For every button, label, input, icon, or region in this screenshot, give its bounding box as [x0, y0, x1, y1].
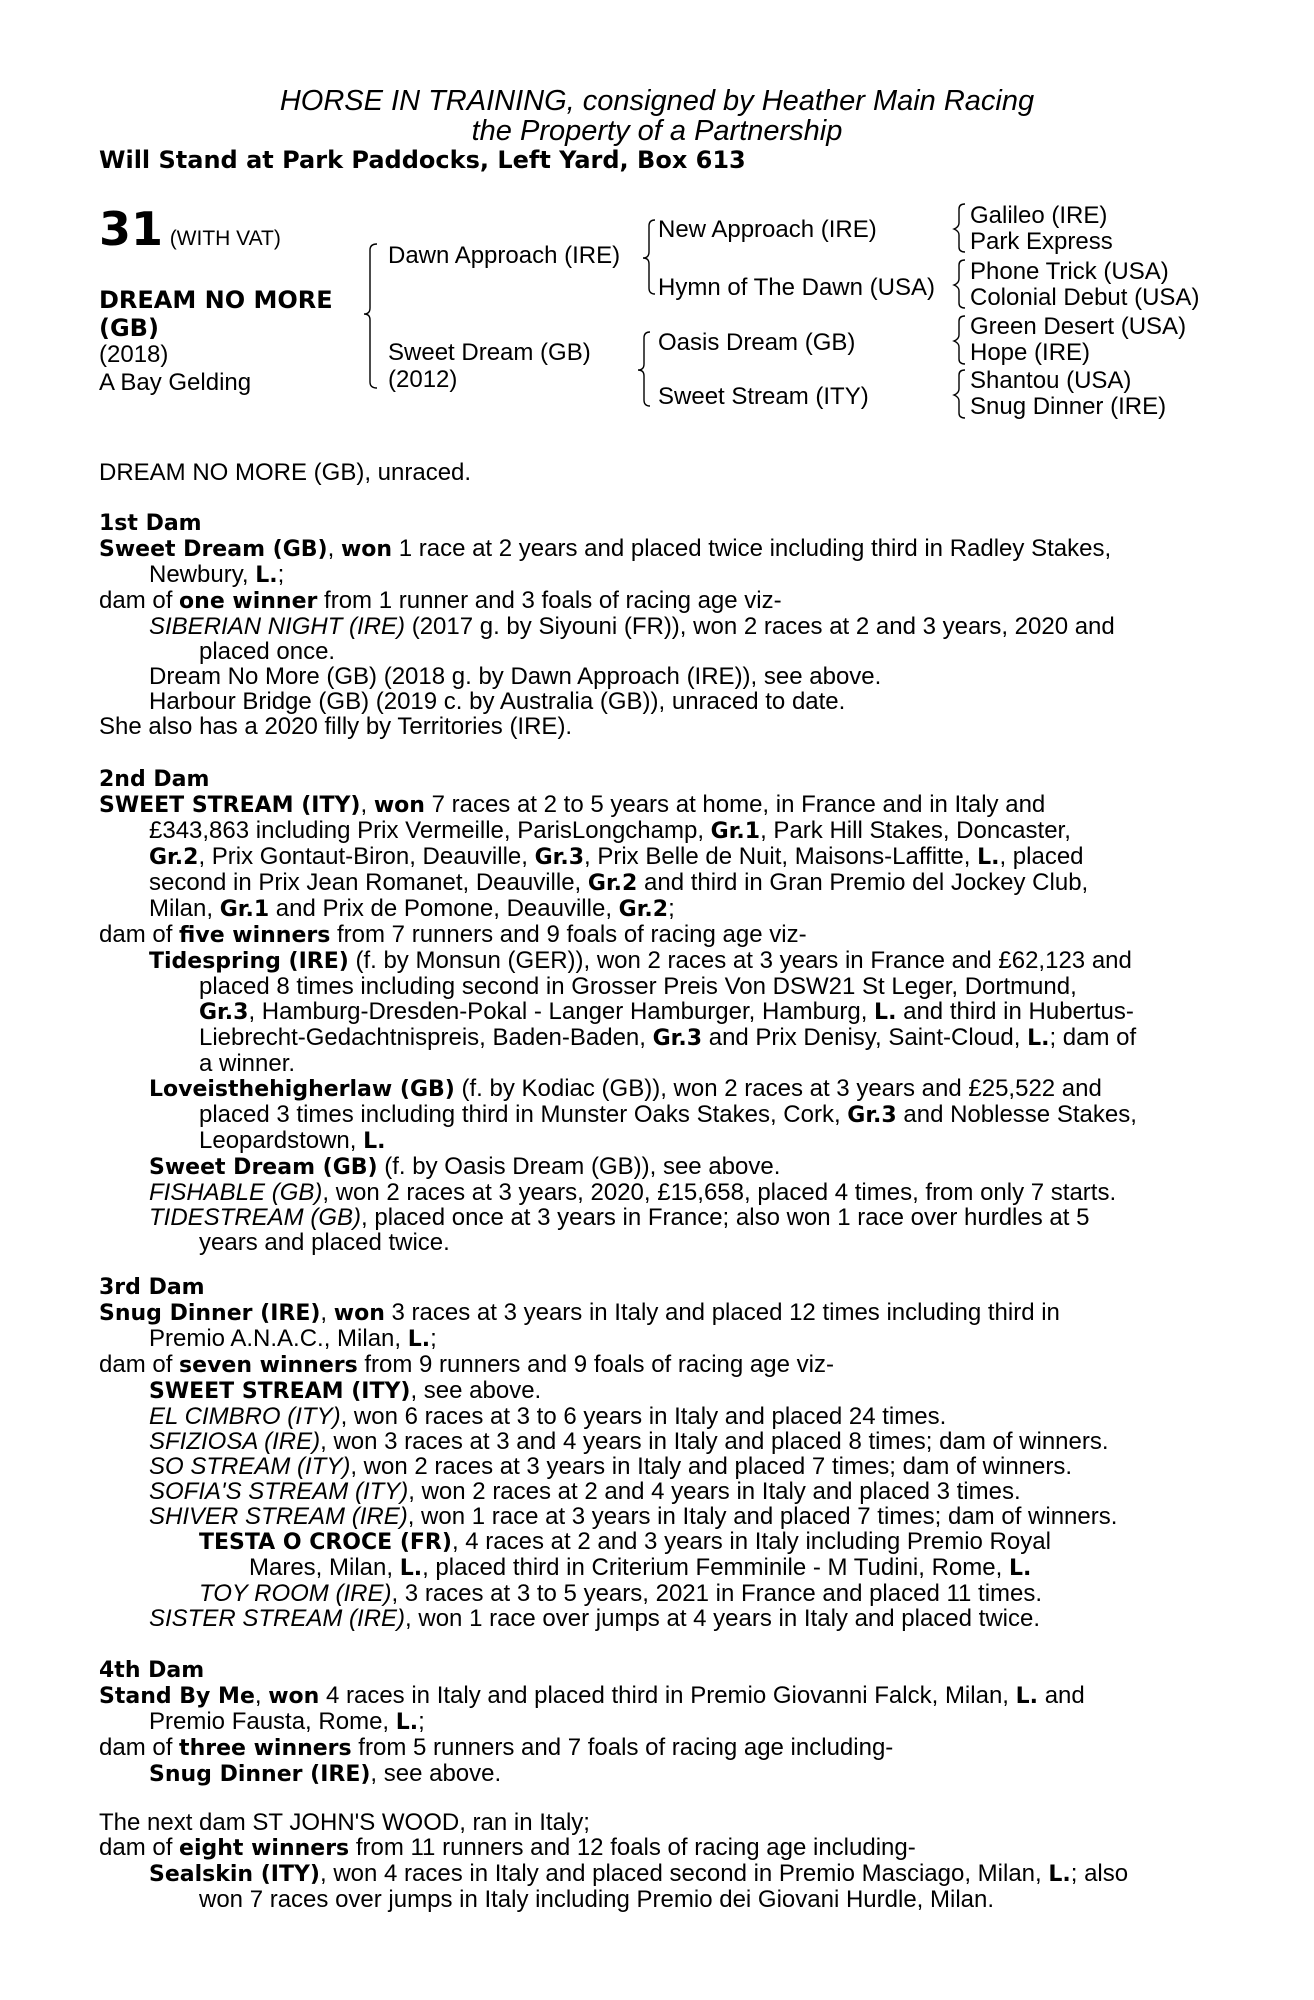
dam4-text: Premio Fausta, Rome,: [149, 1708, 396, 1735]
produce-text: ; also: [1070, 1860, 1129, 1887]
pedigree-dam: Sweet Dream (GB): [388, 339, 591, 366]
dam3-text: Premio A.N.A.C., Milan,: [149, 1325, 408, 1352]
dam3-produce-shiver-stream: [99, 1504, 1191, 1529]
dam2-produce-sweet-dream: [99, 1154, 1191, 1180]
group-mark: Gr.2: [149, 845, 199, 870]
produce-name: SO STREAM (ITY): [149, 1453, 351, 1480]
dam3-produce-sfiziosa: [99, 1429, 1191, 1454]
dam3-text: ;: [430, 1325, 437, 1352]
dam4-text: 4 races in Italy and placed third in Premio Giovanni Falck, Milan,: [319, 1682, 1016, 1709]
dam1-text: 1 race at 2 years and placed twice including third in Radley Stakes,: [392, 535, 1112, 562]
produce-name: Snug Dinner (IRE): [149, 1762, 371, 1787]
dam4-text: dam of: [99, 1734, 180, 1761]
produce-text: (2017 g. by Siyouni (FR)), won 2 races at 2 and 3 years, 2020 and: [405, 613, 1115, 640]
section-next-dam: [99, 1810, 1191, 1912]
dam3-produce-line: [99, 1352, 1191, 1378]
dam2-text: and third in Gran Premio del Jockey Club,: [637, 869, 1089, 896]
dam2-winners: five winners: [179, 923, 331, 948]
pedigree-bracket-sire: [645, 218, 659, 298]
dam1-produce-2: Dream No More (GB) (2018 g. by Dawn Approach (IRE)), see above.: [149, 663, 882, 690]
dam1-text: from 1 runner and 3 foals of racing age viz-: [317, 587, 782, 614]
dam2-produce-tidespring: [99, 948, 1191, 974]
dam1-produce-1: [99, 614, 1191, 639]
listed-mark: L.: [1048, 1862, 1071, 1887]
produce-text: (f. by Oasis Dream (GB)), see above.: [377, 1153, 781, 1180]
produce-text: and third in Hubertus-: [896, 998, 1134, 1025]
dam1-produce-line: [99, 588, 1191, 614]
pedigree-bracket-dam: [640, 330, 654, 410]
dam4-text: ;: [418, 1708, 425, 1735]
listed-mark: L.: [977, 845, 1000, 870]
produce-text: ; dam of: [1049, 1024, 1137, 1051]
produce-name: Sealskin (ITY): [149, 1862, 320, 1887]
group-mark: Gr.2: [587, 871, 638, 896]
pedigree-dds: Shantou (USA): [970, 367, 1132, 394]
group-mark: Gr.3: [652, 1026, 703, 1051]
dam2-summary: SWEET STREAM (ITY), won 7 races at 2 to 5 years at home, in France and in Italy and: [99, 791, 1046, 818]
dam3-grandproduce-testa-o-croce: [99, 1529, 1191, 1555]
pedigree-dam-sire: Oasis Dream (GB): [658, 329, 856, 356]
produce-text: , won 2 races at 2 and 4 years in Italy and placed 3 times.: [408, 1478, 1021, 1505]
produce-name: TOY ROOM (IRE): [199, 1580, 392, 1607]
pedigree-sire: Dawn Approach (IRE): [388, 242, 621, 269]
produce-name: SWEET STREAM (ITY): [149, 1379, 411, 1404]
produce-text: , placed once at 3 years in France; also won 1 race over hurdles at 5: [361, 1204, 1090, 1231]
dam2-name: SWEET STREAM (ITY): [99, 793, 361, 818]
section-3rd-dam: [99, 1300, 1191, 1631]
dam1-text: ;: [277, 561, 285, 588]
listed-mark: L.: [874, 1000, 897, 1025]
dam3-name: Snug Dinner (IRE): [99, 1301, 321, 1326]
dam2-text: ;: [668, 895, 675, 922]
dam2-summary-cont: [99, 870, 1191, 896]
produce-cont: [99, 999, 1191, 1025]
group-mark: Gr.3: [199, 1000, 249, 1025]
next-winners: eight winners: [179, 1836, 350, 1861]
dam4-won: won: [268, 1684, 320, 1709]
produce-text: , won 6 races at 3 to 6 years in Italy and placed 24 times.: [340, 1403, 947, 1430]
dam1-winners: one winner: [179, 589, 318, 614]
produce-cont: placed 8 times including second in Grosser Preis Von DSW21 St Leger, Dortmund,: [199, 973, 1077, 1000]
pedigree-ddd: Snug Dinner (IRE): [970, 393, 1167, 420]
produce-name: SHIVER STREAM (IRE): [149, 1503, 408, 1530]
section-heading-3rd-dam: 3rd Dam: [99, 1275, 205, 1300]
pedigree-sss: Galileo (IRE): [970, 202, 1108, 229]
produce-text: , 3 races at 3 to 5 years, 2021 in France and placed 11 times.: [391, 1580, 1043, 1607]
dam3-grandproduce-toy-room: [99, 1581, 1191, 1606]
produce-name: TIDESTREAM (GB): [149, 1204, 362, 1231]
dam4-name: Stand By Me: [99, 1684, 255, 1709]
pedigree-dsd: Hope (IRE): [970, 339, 1091, 366]
produce-text: , won 1 race at 3 years in Italy and placed 7 times; dam of winners.: [407, 1503, 1118, 1530]
listed-mark: L.: [395, 1710, 419, 1735]
header-line-1: HORSE IN TRAINING, consigned by Heather Main Racing: [279, 85, 1035, 117]
dam2-text: dam of: [99, 921, 180, 948]
dam3-produce-sofias-stream: [99, 1479, 1191, 1504]
dam2-produce-tidestream: [99, 1205, 1191, 1230]
dam1-produce-3: Harbour Bridge (GB) (2019 c. by Australia (GB)), unraced to date.: [149, 688, 846, 715]
dam2-text: £343,863 including Prix Vermeille, ParisLongchamp,: [149, 817, 711, 844]
dam2-produce-loveisthehigherlaw: [99, 1076, 1191, 1102]
produce-name: Tidespring (IRE): [149, 949, 349, 974]
produce-cont: years and placed twice.: [199, 1229, 450, 1256]
produce-text: , won 1 race over jumps at 4 years in Italy and placed twice.: [405, 1605, 1041, 1632]
stand-location: Will Stand at Park Paddocks, Left Yard, Box 613: [99, 146, 746, 174]
dam2-text: , Prix Belle de Nuit, Maisons-Laffitte,: [584, 843, 978, 870]
pedigree-bracket-ss: [953, 202, 967, 258]
pedigree-dam-year: (2012): [388, 366, 458, 393]
produce-name: SFIZIOSA (IRE): [149, 1428, 321, 1455]
dam3-produce-sister-stream: [99, 1606, 1191, 1631]
produce-text: , won 4 races in Italy and placed second in Premio Masciago, Milan,: [319, 1860, 1049, 1887]
header-line-2: the Property of a Partnership: [471, 115, 843, 147]
section-4th-dam: [99, 1683, 1191, 1787]
pedigree-bracket-main: [368, 244, 378, 394]
dam3-text: 3 races at 3 years in Italy and placed 12 times including third in: [384, 1299, 1060, 1326]
dam2-won: won: [373, 793, 425, 818]
dam2-text: from 7 runners and 9 foals of racing age viz-: [330, 921, 807, 948]
dam1-summary: Sweet Dream (GB), won 1 race at 2 years and placed twice including third in Radley Stakes,: [99, 535, 1112, 562]
dam4-text: and: [1038, 1682, 1085, 1709]
next-produce-sealskin: [99, 1861, 1191, 1887]
produce-name: SOFIA'S STREAM (ITY): [149, 1478, 409, 1505]
listed-mark: L.: [1015, 1684, 1039, 1709]
dam3-produce-el-cimbro: [99, 1404, 1191, 1429]
group-mark: Gr.3: [847, 1103, 897, 1128]
produce-text: and Noblesse Stakes,: [896, 1101, 1137, 1128]
dam4-produce-line: [99, 1735, 1191, 1761]
dam2-text: , Prix Gontaut-Biron, Deauville,: [198, 843, 535, 870]
dam3-summary: Snug Dinner (IRE), won 3 races at 3 years in Italy and placed 12 times including third in: [99, 1299, 1060, 1326]
next-text: from 11 runners and 12 foals of racing age including-: [349, 1834, 916, 1861]
group-mark: Gr.3: [534, 845, 585, 870]
produce-cont: won 7 races over jumps in Italy including Premio dei Giovani Hurdle, Milan.: [199, 1886, 995, 1913]
produce-text: , won 2 races at 3 years, 2020, £15,658, placed 4 times, from only 7 starts.: [322, 1179, 1117, 1206]
dam4-winners: three winners: [179, 1736, 352, 1761]
dam2-summary-cont: [99, 844, 1191, 870]
foaled-year: (2018): [99, 341, 169, 368]
listed-mark: L.: [363, 1129, 386, 1154]
section-heading-1st-dam: 1st Dam: [99, 511, 202, 536]
produce-text: Liebrecht-Gedachtnispreis, Baden-Baden,: [199, 1024, 653, 1051]
pedigree-sire-dam: Hymn of The Dawn (USA): [658, 274, 935, 301]
produce-text: , see above.: [410, 1377, 542, 1404]
dam1-text: dam of: [99, 587, 180, 614]
produce-name: Sweet Dream (GB): [149, 1155, 378, 1180]
pedigree-dss: Green Desert (USA): [970, 313, 1187, 340]
produce-text: placed 3 times including third in Munster Oaks Stakes, Cork,: [199, 1101, 848, 1128]
produce-name: Loveisthehigherlaw (GB): [149, 1077, 455, 1102]
produce-text: , placed third in Criterium Femminile - M Tudini, Rome,: [422, 1554, 1009, 1581]
dam2-summary-cont: [99, 818, 1191, 844]
dam2-text: 7 races at 2 to 5 years at home, in France and in Italy and: [424, 791, 1046, 818]
next-text: dam of: [99, 1834, 180, 1861]
pedigree-sds: Phone Trick (USA): [970, 258, 1169, 285]
listed-mark: L.: [1027, 1026, 1050, 1051]
dam1-name: Sweet Dream (GB): [99, 537, 328, 562]
pedigree-bracket-ds: [953, 314, 967, 370]
lot-number-line: [99, 202, 281, 263]
dam3-won: won: [333, 1301, 385, 1326]
pedigree-sdd: Colonial Debut (USA): [970, 284, 1200, 311]
dam2-text: Milan,: [149, 895, 220, 922]
pedigree-dam-dam: Sweet Stream (ITY): [658, 383, 869, 410]
produce-text: Leopardstown,: [199, 1127, 364, 1154]
section-1st-dam: [99, 536, 1191, 739]
dam2-text: second in Prix Jean Romanet, Deauville,: [149, 869, 588, 896]
horse-name-line-1: DREAM NO MORE: [99, 286, 333, 314]
produce-name: FISHABLE (GB): [149, 1179, 323, 1206]
dam1-also: She also has a 2020 filly by Territories (IRE).: [99, 713, 573, 740]
listed-mark: L.: [1008, 1556, 1032, 1581]
produce-name: SISTER STREAM (IRE): [149, 1605, 406, 1632]
dam2-summary-cont: [99, 896, 1191, 922]
produce-cont: [99, 1025, 1191, 1051]
next-dam-produce-line: [99, 1835, 1191, 1861]
section-2nd-dam: [99, 792, 1191, 1255]
produce-cont: [99, 1555, 1191, 1581]
produce-text: (f. by Monsun (GER)), won 2 races at 3 years in France and £62,123 and: [348, 947, 1132, 974]
dam4-produce-snug-dinner: [99, 1761, 1191, 1787]
produce-text: , won 2 races at 3 years in Italy and placed 7 times; dam of winners.: [350, 1453, 1073, 1480]
dam2-text: , Park Hill Stakes, Doncaster,: [760, 817, 1071, 844]
dam3-produce-sweet-stream: [99, 1378, 1191, 1404]
lot-number: 31: [99, 202, 164, 256]
listed-mark: L.: [399, 1556, 423, 1581]
dam1-text: Newbury,: [149, 561, 256, 588]
produce-text: , won 3 races at 3 and 4 years in Italy and placed 8 times; dam of winners.: [320, 1428, 1109, 1455]
produce-text: and Prix Denisy, Saint-Cloud,: [702, 1024, 1028, 1051]
produce-name: EL CIMBRO (ITY): [149, 1403, 341, 1430]
produce-cont: [99, 1128, 1191, 1154]
dam3-text: dam of: [99, 1351, 180, 1378]
produce-text: (f. by Kodiac (GB)), won 2 races at 3 years and £25,522 and: [454, 1075, 1102, 1102]
dam3-winners: seven winners: [179, 1353, 358, 1378]
dam2-produce-fishable: [99, 1180, 1191, 1205]
group-mark: Gr.1: [219, 897, 270, 922]
section-heading-2nd-dam: 2nd Dam: [99, 767, 210, 792]
produce-name: TESTA O CROCE (FR): [199, 1530, 452, 1555]
produce-text: , see above.: [370, 1760, 502, 1787]
produce-cont: [99, 1102, 1191, 1128]
pedigree-bracket-sd: [953, 258, 967, 314]
dam2-produce-line: [99, 922, 1191, 948]
produce-name: SIBERIAN NIGHT (IRE): [149, 613, 406, 640]
dam1-won: won: [340, 537, 393, 562]
dam2-text: , placed: [999, 843, 1084, 870]
dam4-summary-cont: [99, 1709, 1191, 1735]
dam3-produce-so-stream: [99, 1454, 1191, 1479]
listed-mark: L.: [255, 563, 278, 588]
produce-cont: a winner.: [199, 1050, 296, 1077]
dam3-summary-cont: [99, 1326, 1191, 1352]
dam2-text: and Prix de Pomone, Deauville,: [269, 895, 619, 922]
dam4-summary: Stand By Me, won 4 races in Italy and placed third in Premio Giovanni Falck, Milan, L. and: [99, 1682, 1085, 1709]
pedigree-ssd: Park Express: [970, 228, 1113, 255]
produce-text: , Hamburg-Dresden-Pokal - Langer Hamburger, Hamburg,: [248, 998, 875, 1025]
dam1-produce-1-cont: placed once.: [199, 638, 336, 665]
group-mark: Gr.1: [710, 819, 761, 844]
section-heading-4th-dam: 4th Dam: [99, 1658, 205, 1683]
pedigree-bracket-dd: [953, 368, 967, 424]
vat-note: (WITH VAT): [169, 227, 281, 250]
produce-text: Mares, Milan,: [249, 1554, 400, 1581]
produce-text: , 4 races at 2 and 3 years in Italy including Premio Royal: [451, 1528, 1051, 1555]
dam1-summary-cont: [99, 562, 1191, 588]
group-mark: Gr.2: [618, 897, 669, 922]
dam3-text: from 9 runners and 9 foals of racing age viz-: [357, 1351, 834, 1378]
pedigree-sire-sire: New Approach (IRE): [658, 216, 877, 243]
horse-description: A Bay Gelding: [99, 369, 252, 396]
horse-name-line-2: (GB): [99, 314, 159, 342]
next-dam-intro: The next dam ST JOHN'S WOOD, ran in Italy;: [99, 1809, 590, 1836]
dam4-text: from 5 runners and 7 foals of racing age including-: [351, 1734, 894, 1761]
intro-line: DREAM NO MORE (GB), unraced.: [99, 459, 472, 486]
listed-mark: L.: [407, 1327, 431, 1352]
